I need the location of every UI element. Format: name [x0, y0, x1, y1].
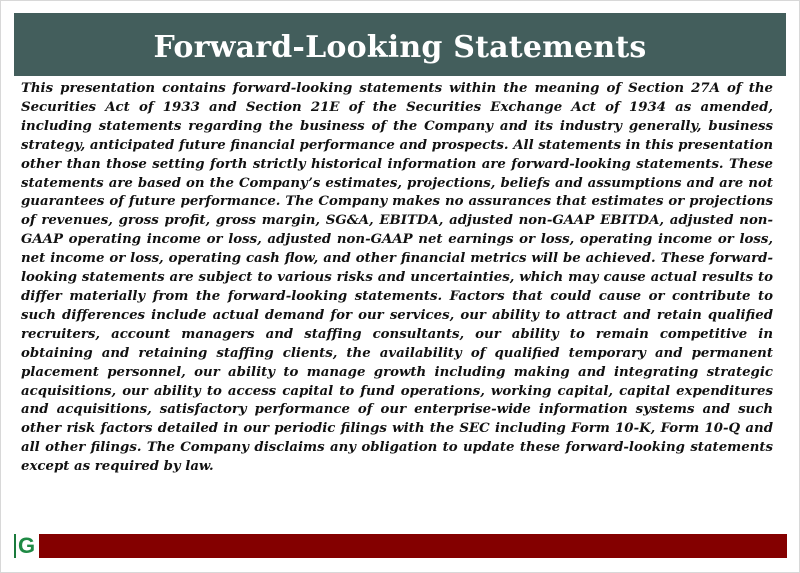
logo-letter: G	[18, 533, 36, 558]
logo-rule	[14, 534, 16, 558]
slide-title: Forward-Looking Statements	[153, 30, 647, 65]
title-bar	[14, 13, 786, 76]
company-logo	[14, 534, 36, 558]
disclaimer-paragraph: This presentation contains forward-looking statements within the meaning of Section 27A of the Securities Act of 1933 and Section 21E of the Securities Exchange Act of 1934 as amended, including statements regarding the business of the Company and its industry generally, business strategy, anticipated future financial performance and prospects. All statements in this presentation other than those setting forth strictly historical information are forward-looking statements. These statements are based on the Company’s estimates, projections, beliefs and assumptions and are not guarantees of future performance. The Company makes no assurances that estimates or projections of revenues, gross profit, gross margin, SG&A, EBITDA, adjusted non-GAAP EBITDA, adjusted non-GAAP operating income or loss, adjusted non-GAAP net earnings or loss, operating income or loss, net income or loss, operating cash flow, and other financial metrics will be achieved. These forward-looking statements are subject to various risks and uncertainties, which may cause actual results to differ materially from the forward-looking statements. Factors that could cause or contribute to such differences include actual demand for our services, our ability to attract and retain qualified recruiters, account managers and staffing consultants, our ability to remain competitive in obtaining and retaining staffing clients, the availability of qualified temporary and permanent placement personnel, our ability to manage growth including making and integrating strategic acquisitions, our ability to access capital to fund operations, working capital, capital expenditures and acquisitions, satisfactory performance of our enterprise-wide information systems and such other risk factors detailed in our periodic filings with the SEC including Form 10-K, Form 10-Q and all other filings. The Company disclaims any obligation to update these forward-looking statements except as required by law.	[21, 81, 773, 475]
footer-bar	[39, 534, 787, 558]
